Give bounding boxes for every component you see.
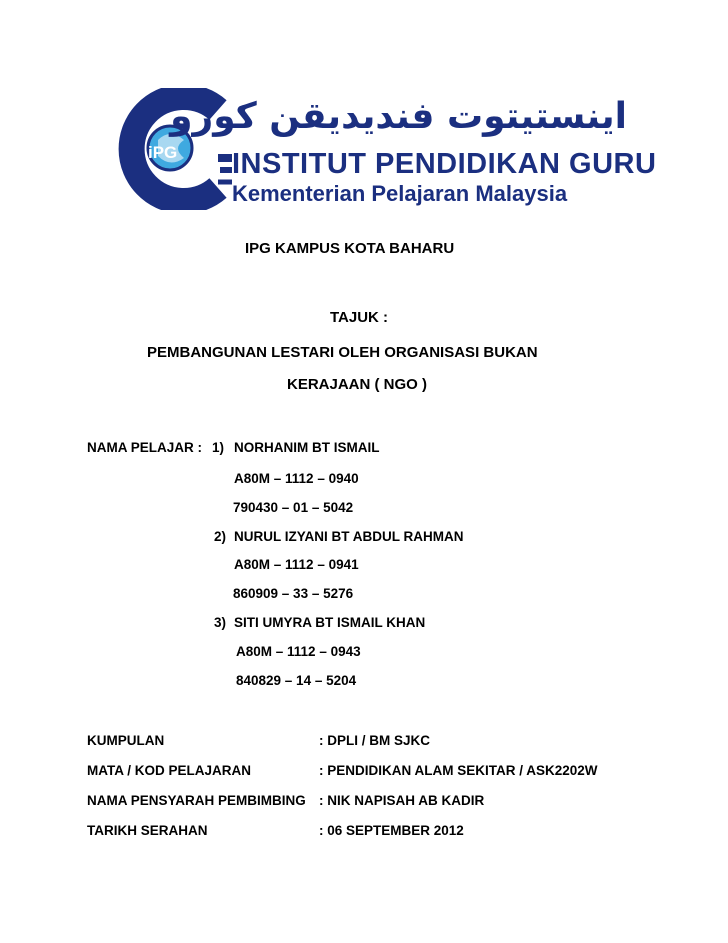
detail-label-lecturer: NAMA PENSYARAH PEMBIMBING [87, 793, 306, 808]
detail-value-lecturer: : NIK NAPISAH AB KADIR [319, 793, 485, 808]
detail-label-subject: MATA / KOD PELAJARAN [87, 763, 251, 778]
logo-institute-name: INSTITUT PENDIDIKAN GURU [232, 148, 657, 180]
student-1-num: 1) [212, 440, 225, 455]
detail-value-kumpulan: : DPLI / BM SJKC [319, 733, 431, 748]
student-2-matric: A80M – 1112 – 0941 [234, 557, 359, 572]
title-line-2: KERAJAAN ( NGO ) [287, 376, 428, 393]
ipg-logo [100, 88, 657, 210]
student-3-name: SITI UMYRA BT ISMAIL KHAN [234, 615, 426, 630]
detail-value-subject: : PENDIDIKAN ALAM SEKITAR / ASK2202W [319, 763, 598, 778]
student-2-name: NURUL IZYANI BT ABDUL RAHMAN [234, 529, 464, 544]
detail-value-date: : 06 SEPTEMBER 2012 [319, 823, 464, 838]
student-2-num: 2) [214, 529, 227, 544]
student-3-num: 3) [214, 615, 227, 630]
ipg-badge-text: iPG [148, 143, 178, 162]
student-1-name: NORHANIM BT ISMAIL [234, 440, 380, 455]
student-1-matric: A80M – 1112 – 0940 [234, 471, 359, 486]
detail-label-kumpulan: KUMPULAN [87, 733, 165, 748]
campus-name: IPG KAMPUS KOTA BAHARU [245, 240, 455, 257]
student-3-ic: 840829 – 14 – 5204 [236, 673, 357, 688]
student-2-ic: 860909 – 33 – 5276 [233, 586, 354, 601]
title-line-1: PEMBANGUNAN LESTARI OLEH ORGANISASI BUKAN [147, 344, 538, 361]
logo-ministry-name: Kementerian Pelajaran Malaysia [232, 181, 568, 206]
student-label: NAMA PELAJAR : [87, 440, 203, 455]
student-1-ic: 790430 – 01 – 5042 [233, 500, 354, 515]
detail-label-date: TARIKH SERAHAN [87, 823, 208, 838]
student-3-matric: A80M – 1112 – 0943 [236, 644, 361, 659]
logo-arabic-text: اينستيتوت فنديديقن كورو [170, 96, 627, 137]
title-label: TAJUK : [330, 309, 389, 326]
